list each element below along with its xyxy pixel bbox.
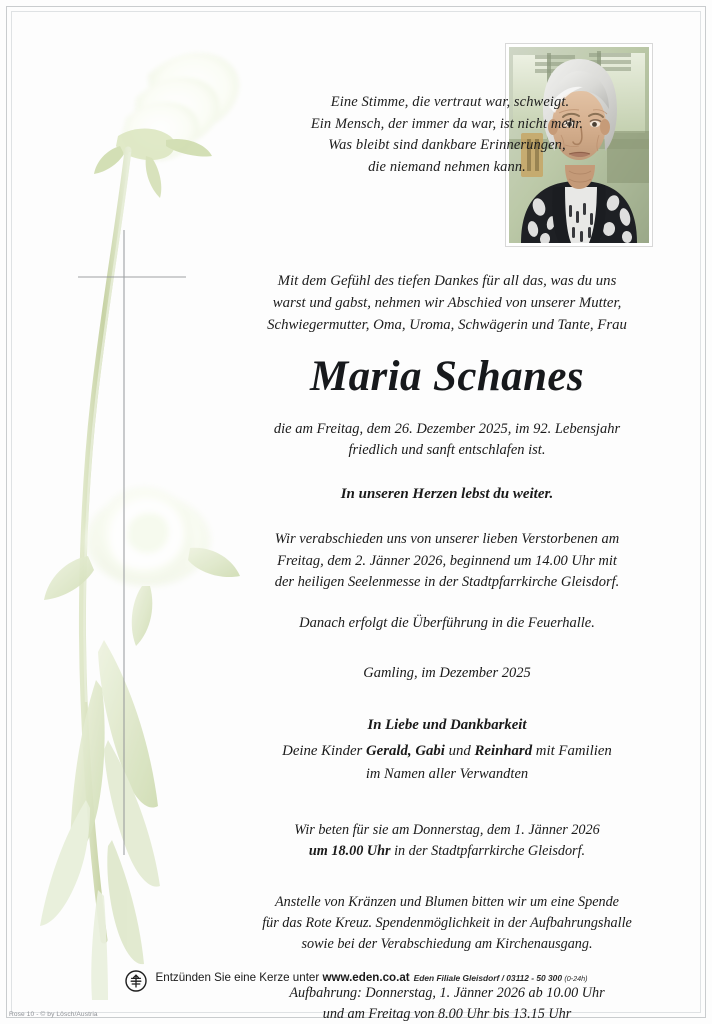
viewing-line-2: und am Freitag von 8.00 Uhr bis 13.15 Uhr: [322, 1005, 572, 1022]
donation-block: [232, 892, 662, 955]
branch-info: [414, 973, 588, 983]
after-service-line: Danach erfolgt die Überführung in die Feuerhalle.: [299, 614, 595, 631]
donation-line-2: für das Rote Kreuz. Spendenmöglichkeit in der Aufbahrungshalle: [262, 914, 632, 931]
memorial-phrase: In unseren Herzen lebst du weiter.: [340, 486, 554, 502]
children-line: [232, 740, 662, 763]
service-line-1: Wir verabschieden uns von unserer lieben Verstorbenen am: [274, 531, 620, 547]
prayer-location: in der Stadtpfarrkirche Gleisdorf.: [390, 842, 586, 859]
branch-name-phone: Eden Filiale Gleisdorf / 03112 - 50 300: [413, 973, 565, 983]
candle-invitation: [156, 971, 410, 984]
poem-line-3: Was bleibt sind dankbare Erinnerungen,: [328, 137, 566, 153]
prayer-line-2: [232, 841, 662, 862]
poem-line-1: Eine Stimme, die vertraut war, schweigt.: [330, 94, 570, 110]
branch-hours: (0-24h): [564, 974, 588, 983]
deceased-name: Maria Schanes: [309, 353, 584, 400]
death-info-block: [232, 419, 662, 461]
footer-bar: [0, 968, 712, 997]
viewing-line-1: Aufbahrung: Donnerstag, 1. Jänner 2026 ab 10.00 Uhr: [289, 984, 605, 1001]
memorial-text-column: [232, 0, 662, 1025]
prayer-time: um 18.00 Uhr: [308, 842, 391, 859]
children-suffix: mit Familien: [532, 742, 612, 759]
death-line-2: friedlich und sanft entschlafen ist.: [348, 442, 546, 458]
children-prefix: Deine Kinder: [282, 742, 366, 759]
eden-website-link[interactable]: www.eden.co.at: [322, 971, 410, 984]
service-line-3: der heiligen Seelenmesse in der Stadtpfarrkirche Gleisdorf.: [274, 574, 620, 590]
intro-line-1: Mit dem Gefühl des tiefen Dankes für all das, was du uns: [277, 273, 617, 289]
intro-line-2: warst und gabst, nehmen wir Abschied von unserer Mutter,: [272, 295, 622, 311]
footer-text: [156, 968, 588, 986]
death-line-1: die am Freitag, dem 26. Dezember 2025, im 92. Lebensjahr: [273, 421, 621, 437]
poem-line-4: die niemand nehmen kann.: [368, 158, 526, 175]
child-name-2: Gabi: [415, 742, 445, 759]
service-line-2: Freitag, dem 2. Jänner 2026, beginnend um 14.00 Uhr mit: [277, 552, 617, 569]
donation-line-3: sowie bei der Verabschiedung am Kirchenausgang.: [301, 935, 593, 952]
prayer-block: [232, 820, 662, 862]
introduction-block: [232, 270, 662, 336]
eden-tree-logo-icon: [125, 970, 147, 997]
place-and-date: Gamling, im Dezember 2025: [363, 664, 531, 681]
copyright-notice: Rose 10 - © by Lösch/Austria: [9, 1011, 98, 1018]
donation-line-1: Anstelle von Kränzen und Blumen bitten wir um eine Spende: [275, 893, 619, 910]
love-gratitude-line: In Liebe und Dankbarkeit: [367, 716, 527, 733]
poem-line-2: Ein Mensch, der immer da war, ist nicht mehr.: [310, 115, 584, 132]
intro-line-3: Schwiegermutter, Oma, Uroma, Schwägerin und Tante, Frau: [267, 317, 627, 333]
candle-invitation-text: Entzünden Sie eine Kerze unter: [155, 971, 323, 984]
prayer-line-1: Wir beten für sie am Donnerstag, dem 1. Jänner 2026: [294, 821, 600, 838]
service-block: [232, 529, 662, 594]
child-name-1: Gerald,: [366, 742, 416, 759]
child-name-3: Reinhard: [474, 742, 533, 759]
poem-block: [232, 92, 662, 178]
relatives-line: im Namen aller Verwandten: [365, 765, 529, 782]
children-conjunction: und: [444, 742, 475, 759]
